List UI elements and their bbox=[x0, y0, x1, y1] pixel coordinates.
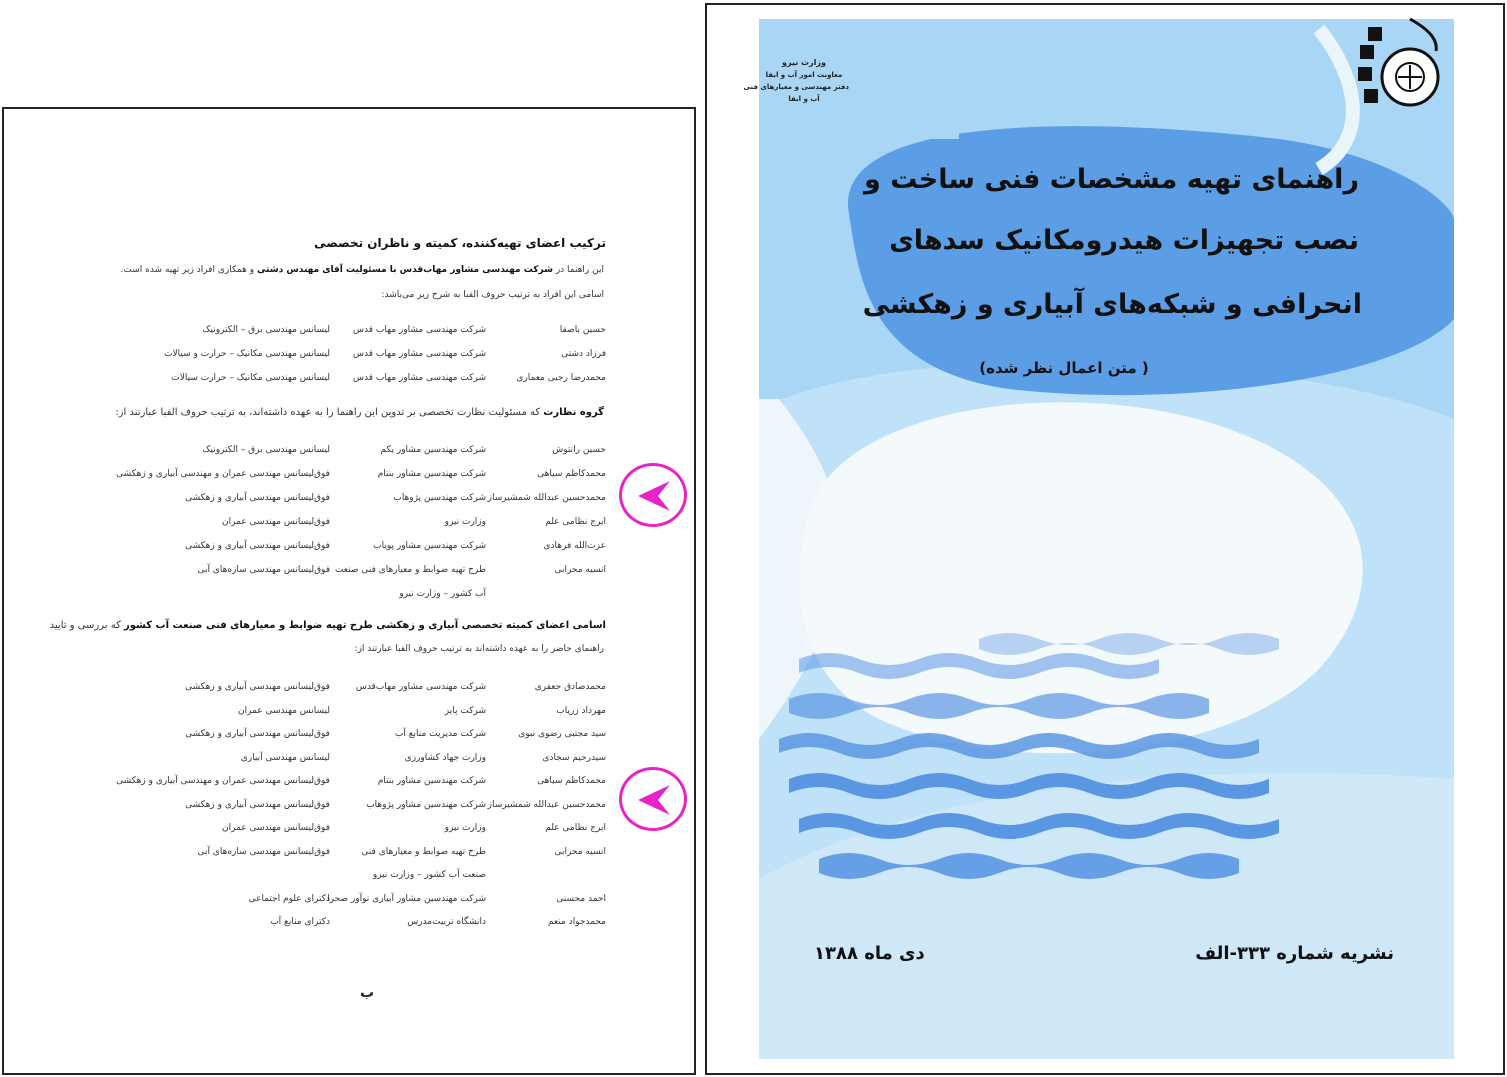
member-degree: فوق‌لیسانس مهندسی عمران و مهندسی آبیاری و زهکشی bbox=[116, 469, 330, 479]
cover-artwork bbox=[743, 19, 1454, 1059]
section3-line2: راهنمای حاضر را به عهده داشته‌اند به ترتیب حروف الفبا عبارتند از: bbox=[354, 644, 604, 654]
member-degree: فوق‌لیسانس مهندسی آبیاری و زهکشی bbox=[185, 799, 330, 810]
member-row bbox=[4, 517, 694, 531]
member-organization: شرکت مهندسی مشاور مهاب قدس bbox=[352, 373, 486, 383]
member-organization: شرکت مهندسین پژوهاب bbox=[393, 493, 486, 503]
section2-bold: گروه نظارت bbox=[543, 407, 604, 418]
member-name: مهرداد زریاب bbox=[556, 705, 606, 716]
nav-arrow-button[interactable] bbox=[619, 767, 687, 831]
member-row bbox=[4, 917, 694, 931]
section3-bold: اسامی اعضای کمیته تخصصی آبیاری و زهکشی طرح تهیه ضوابط و معیارهای فنی صنعت آب کشور bbox=[124, 620, 606, 631]
member-degree: دکترای علوم اجتماعی bbox=[248, 893, 330, 904]
member-degree: لیسانس مهندسی عمران bbox=[237, 705, 330, 716]
member-organization: صنعت آب کشور – وزارت نیرو bbox=[372, 870, 486, 880]
member-name: انسیه محرابی bbox=[554, 565, 606, 575]
member-organization: طرح تهیه ضوابط و معیارهای فنی bbox=[361, 846, 486, 857]
member-name: ایرج نظامی علم bbox=[545, 517, 606, 527]
section3-text: که بررسی و تایید bbox=[49, 620, 125, 631]
member-organization: شرکت مهندسین مشاور یکم bbox=[380, 445, 486, 455]
member-degree: فوق‌لیسانس مهندسی عمران bbox=[222, 823, 330, 833]
member-name: محمدحسین عبدالله شمشیرساز bbox=[487, 493, 606, 503]
member-row bbox=[4, 729, 694, 743]
member-degree: لیسانس مهندسی مکانیک – حرارت سیالات bbox=[171, 373, 330, 383]
standard-organization-logo bbox=[1358, 19, 1450, 115]
member-row bbox=[4, 823, 694, 837]
member-name: ایرج نظامی علم bbox=[545, 823, 606, 833]
member-row bbox=[4, 469, 694, 483]
member-row bbox=[4, 800, 694, 814]
member-organization: شرکت مهندسین مشاور آبیاری نوآور صحرا bbox=[327, 893, 486, 904]
member-name: حسین رانتوش bbox=[552, 445, 606, 455]
member-degree: لیسانس مهندسی آبیاری bbox=[240, 752, 330, 763]
member-organization: شرکت پایز bbox=[444, 705, 486, 716]
member-organization: وزارت نیرو bbox=[444, 823, 486, 833]
member-name: عزت‌الله فرهادی bbox=[543, 541, 606, 551]
section3-paragraph bbox=[50, 620, 606, 631]
cover-subtitle: ( متن اعمال نظر شده) bbox=[979, 359, 1149, 377]
left-arrow-icon bbox=[636, 479, 672, 513]
member-name: احمد محسنی bbox=[556, 893, 606, 904]
member-name: محمدکاظم سیاهی bbox=[537, 776, 606, 786]
member-name: انسیه محرابی bbox=[554, 846, 606, 857]
member-name: محمدجواد منعم bbox=[547, 917, 606, 927]
intro-part1: این راهنما در bbox=[552, 265, 604, 275]
member-degree: فوق‌لیسانس مهندسی عمران و مهندسی آبیاری و زهکشی bbox=[116, 776, 330, 786]
publication-date: دی ماه ۱۳۸۸ bbox=[814, 943, 925, 964]
member-organization: آب کشور – وزارت نیرو bbox=[399, 589, 486, 599]
member-name: محمدکاظم سیاهی bbox=[537, 469, 606, 479]
member-organization: شرکت مهندسی مشاور مهاب قدس bbox=[352, 325, 486, 335]
member-name: سید مجتبی رضوی نبوی bbox=[518, 729, 606, 739]
ministry-line: معاونت امور آب و ابفا bbox=[765, 71, 843, 79]
section2-text: که مسئولیت نظارت تخصصی بر تدوین این راهنما را به عهده داشته‌اند، به ترتیب حروف الفبا عبارتند از: bbox=[115, 407, 544, 418]
member-row bbox=[4, 493, 694, 507]
member-row bbox=[4, 445, 694, 459]
ministry-line: وزارت نیرو bbox=[782, 58, 826, 67]
intro-line2: اسامی این افراد به ترتیب حروف الفبا به شرح زیر می‌باشد: bbox=[381, 290, 604, 300]
member-row bbox=[4, 753, 694, 767]
member-row bbox=[4, 541, 694, 555]
member-degree: لیسانس مهندسی مکانیک – حرارت و سیالات bbox=[164, 349, 330, 359]
ministry-block bbox=[743, 57, 849, 105]
section1-heading: ترکیب اعضای تهیه‌کننده، کمیته و ناظران تخصصی bbox=[314, 236, 606, 250]
member-name: حسین باصفا bbox=[559, 325, 606, 335]
member-row bbox=[4, 706, 694, 720]
ministry-line: دفتر مهندسی و معیارهای فنی bbox=[743, 83, 849, 91]
member-name: محمدحسین عبدالله شمشیرساز bbox=[487, 799, 606, 810]
member-row bbox=[4, 325, 694, 339]
member-name: فرزاد دشتی bbox=[561, 349, 606, 359]
member-organization: شرکت مهندسین مشاور بنتام bbox=[377, 776, 486, 786]
section2-paragraph bbox=[115, 407, 604, 418]
member-row bbox=[4, 870, 694, 884]
member-row bbox=[4, 589, 694, 603]
member-row bbox=[4, 847, 694, 861]
member-degree: فوق‌لیسانس مهندسی آبیاری و زهکشی bbox=[185, 493, 330, 503]
cover-page bbox=[705, 3, 1505, 1075]
member-degree: لیسانس مهندسی برق – الکترونیک bbox=[202, 445, 330, 455]
member-row bbox=[4, 894, 694, 908]
member-name: محمدرضا رجبی معماری bbox=[516, 373, 606, 383]
member-degree: فوق‌لیسانس مهندسی آبیاری و زهکشی bbox=[185, 541, 330, 551]
member-organization: شرکت مهندسین مشاور بنتام bbox=[377, 469, 486, 479]
cover-title-line: راهنمای تهیه مشخصات فنی ساخت و bbox=[864, 164, 1359, 195]
member-row bbox=[4, 349, 694, 363]
member-degree: فوق‌لیسانس مهندسی آبیاری و زهکشی bbox=[185, 682, 330, 692]
member-row bbox=[4, 373, 694, 387]
member-degree: فوق‌لیسانس مهندسی سازه‌های آبی bbox=[197, 565, 330, 575]
member-degree: دکترای منابع آب bbox=[270, 917, 330, 927]
member-row bbox=[4, 565, 694, 579]
cover-title-line: نصب تجهیزات هیدرومکانیک سدهای bbox=[889, 225, 1359, 256]
cover-title-line: انحرافی و شبکه‌های آبیاری و زهکشی bbox=[862, 289, 1362, 320]
member-name: سیدرحیم سجادی bbox=[542, 752, 606, 763]
member-row bbox=[4, 776, 694, 790]
member-organization: شرکت مهندسین مشاور پژوهاب bbox=[366, 799, 486, 810]
member-degree: فوق‌لیسانس مهندسی آبیاری و زهکشی bbox=[185, 729, 330, 739]
ministry-line: آب و ابفا bbox=[788, 95, 820, 103]
intro-part3: و همکاری افراد زیر تهیه شده است. bbox=[120, 265, 257, 275]
member-organization: وزارت جهاد کشاورزی bbox=[404, 752, 486, 763]
member-organization: طرح تهیه ضوابط و معیارهای فنی صنعت bbox=[334, 565, 486, 575]
member-organization: شرکت مهندسی مشاور مهاب‌قدس bbox=[355, 682, 486, 692]
member-organization: وزارت نیرو bbox=[444, 517, 486, 527]
member-organization: شرکت مدیریت منابع آب bbox=[394, 729, 486, 739]
left-arrow-icon bbox=[636, 783, 672, 817]
left-page bbox=[2, 107, 696, 1075]
member-name: محمدصادق جعفری bbox=[534, 682, 606, 692]
intro-part2: شرکت مهندسی مشاور مهاب‌قدس با مسئولیت آقای مهندس دشتی bbox=[256, 265, 553, 275]
nav-arrow-button[interactable] bbox=[619, 463, 687, 527]
member-degree: فوق‌لیسانس مهندسی عمران bbox=[222, 517, 330, 527]
member-degree: فوق‌لیسانس مهندسی سازه‌های آبی bbox=[197, 846, 330, 857]
member-row bbox=[4, 682, 694, 696]
page-mark: ب bbox=[360, 985, 375, 1001]
member-organization: دانشگاه تربیت‌مدرس bbox=[407, 917, 486, 927]
intro-paragraph bbox=[121, 265, 604, 275]
member-organization: شرکت مهندسین مشاور پویاب bbox=[373, 541, 486, 551]
member-degree: لیسانس مهندسی برق – الکترونیک bbox=[202, 325, 330, 335]
member-organization: شرکت مهندسی مشاور مهاب قدس bbox=[352, 349, 486, 359]
publication-number: نشریه شماره ۳۳۳-الف bbox=[1195, 943, 1394, 964]
